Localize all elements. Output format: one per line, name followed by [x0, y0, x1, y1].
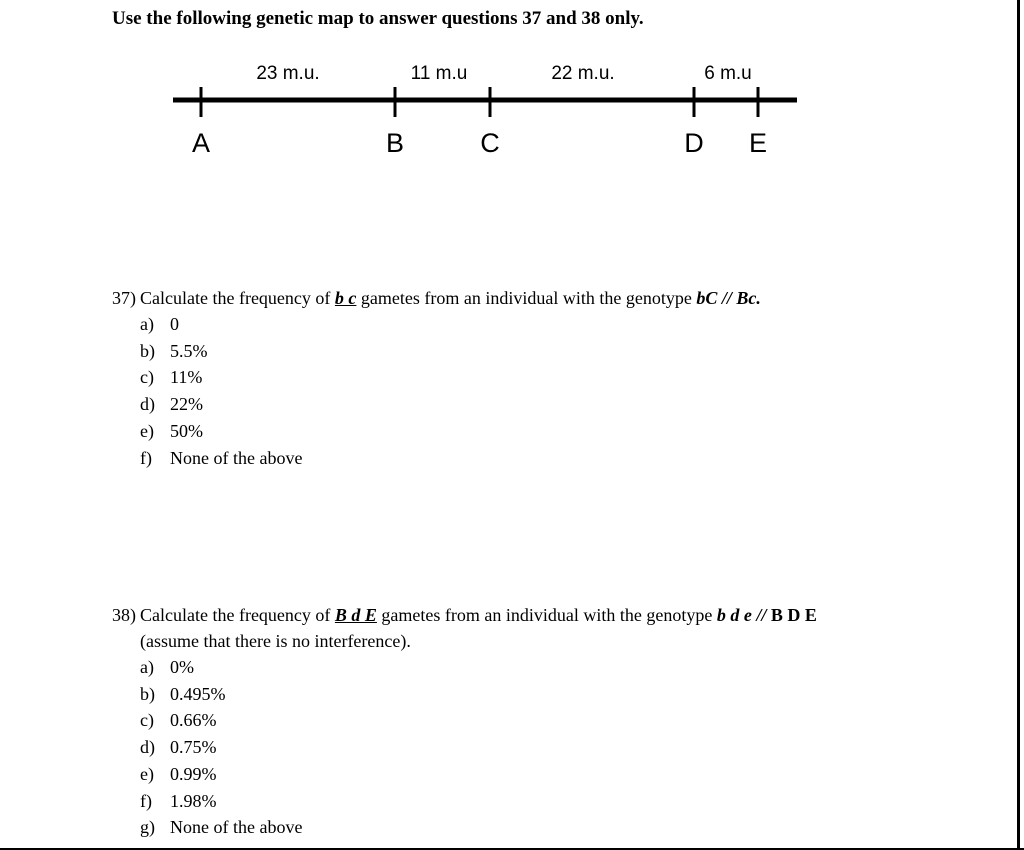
gamete-label: B d E	[334, 605, 377, 625]
genetic-map	[0, 55, 1024, 175]
answer-option[interactable]: c) 0.66%	[140, 710, 217, 731]
answer-option[interactable]: f) 1.98%	[140, 790, 217, 811]
answer-option[interactable]: a) 0	[140, 314, 179, 334]
genotype-label-a: b d e	[716, 605, 752, 625]
locus-d: D	[684, 128, 704, 158]
instructions-heading: Use the following genetic map to answer questions 37 and 38 only.	[112, 8, 644, 29]
locus-a: A	[191, 128, 211, 158]
answer-option[interactable]: a) 0%	[140, 657, 194, 677]
answer-option[interactable]: c) 11%	[140, 367, 203, 388]
gamete-label: b c	[334, 288, 357, 308]
question-38-note: (assume that there is no interference).	[140, 631, 411, 651]
question-37-prompt: 37) Calculate the frequency of b c gametes from an individual with the genotype bC // Bc.	[112, 285, 912, 311]
answer-option[interactable]: e) 0.99%	[140, 763, 217, 784]
genotype-label-b: B D E	[770, 605, 817, 625]
genotype-label: bC // Bc.	[696, 288, 761, 308]
answer-option[interactable]: b) 0.495%	[140, 683, 226, 704]
question-number: 38)	[112, 605, 136, 625]
locus-e: E	[748, 128, 768, 158]
locus-c: C	[480, 128, 500, 158]
distance-a-b: 23 m.u.	[256, 63, 320, 84]
answer-option[interactable]: f) None of the above	[140, 447, 303, 468]
distance-b-c: 11 m.u	[410, 63, 468, 84]
question-38-prompt: 38) Calculate the frequency of B d E gametes from an individual with the genotype b d e // B D E	[112, 602, 912, 628]
question-38	[112, 602, 912, 841]
genetic-map-line	[0, 55, 1024, 175]
distance-d-e: 6 m.u	[704, 63, 752, 84]
question-37-options	[140, 311, 912, 471]
question-37	[112, 285, 912, 471]
distance-c-d: 22 m.u.	[551, 63, 615, 84]
locus-b: B	[385, 128, 405, 158]
answer-option[interactable]: d) 0.75%	[140, 737, 217, 758]
answer-option[interactable]: g) None of the above	[140, 817, 303, 838]
answer-option[interactable]: d) 22%	[140, 394, 203, 415]
question-number: 37)	[112, 288, 136, 308]
answer-option[interactable]: b) 5.5%	[140, 340, 208, 361]
answer-option[interactable]: e) 50%	[140, 420, 203, 441]
question-38-options	[140, 654, 912, 841]
